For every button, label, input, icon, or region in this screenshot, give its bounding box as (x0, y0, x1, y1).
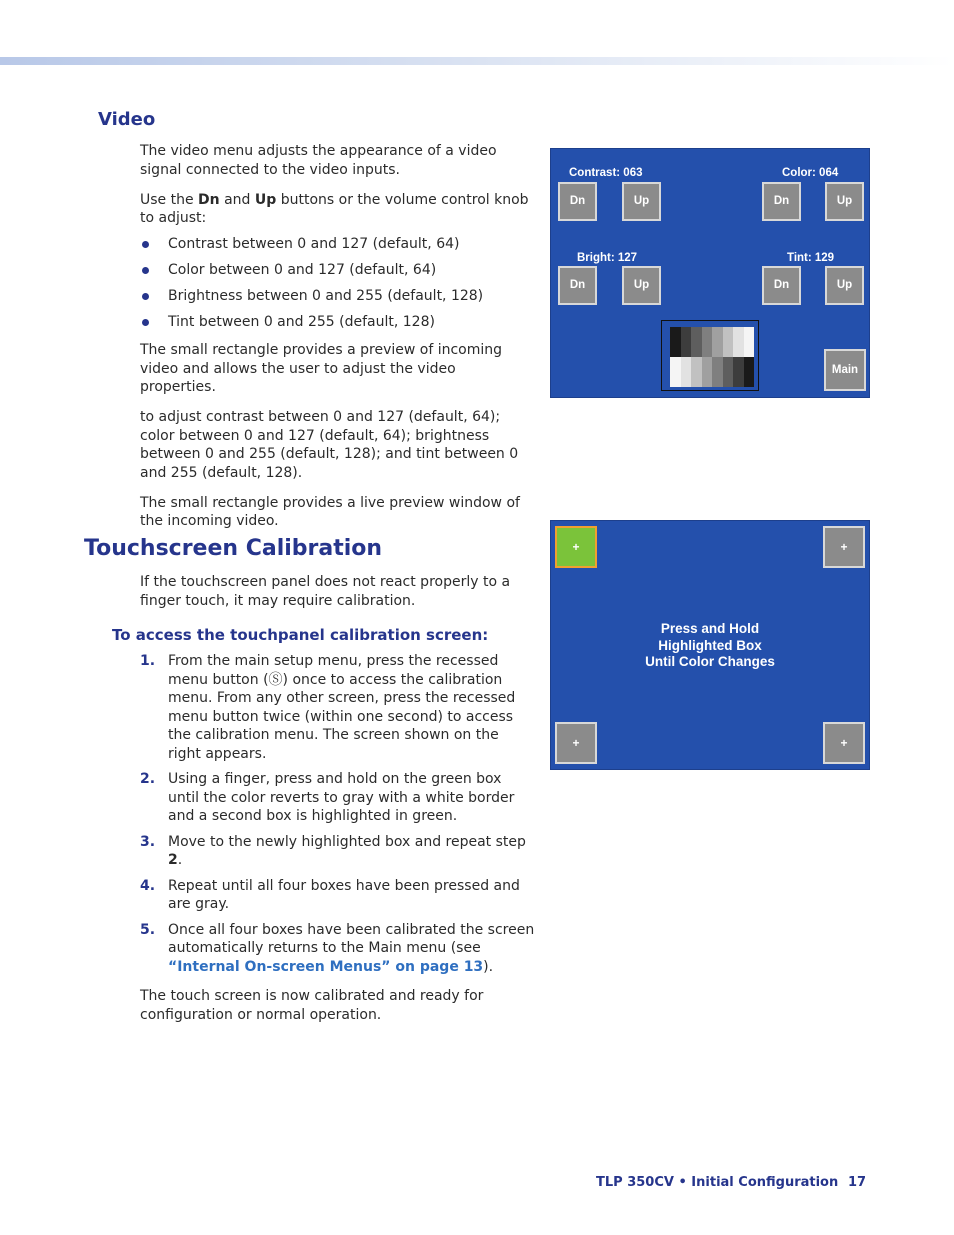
touch-intro: If the touchscreen panel does not react properly to a finger touch, it may require calibration. (140, 574, 511, 609)
grayscale-bar (733, 357, 744, 387)
tint-up-button[interactable]: Up (825, 266, 864, 305)
header-gradient-bar (0, 57, 954, 65)
color-up-button[interactable]: Up (825, 182, 864, 221)
footer-title: TLP 350CV • Initial Configuration (596, 1175, 839, 1190)
touchscreen-calibration-heading: Touchscreen Calibration (84, 536, 383, 561)
list-item: 4. Repeat until all four boxes have been pressed and are gray. (140, 877, 520, 912)
list-item: Brightness between 0 and 255 (default, 128) (140, 287, 535, 306)
contrast-label: Contrast: 063 (569, 167, 643, 179)
grayscale-bar (681, 357, 692, 387)
calibration-steps (140, 652, 535, 1024)
video-bullets (140, 235, 535, 332)
grayscale-test-pattern (670, 327, 754, 387)
tint-label: Tint: 129 (787, 252, 835, 264)
page-number: 17 (848, 1175, 867, 1190)
grayscale-bar (670, 357, 681, 387)
calibration-screen (550, 520, 870, 770)
video-preview-window (661, 320, 759, 391)
list-item: Contrast between 0 and 127 (default, 64) (140, 235, 535, 254)
grayscale-bar (744, 327, 755, 357)
list-item: Tint between 0 and 255 (default, 128) (140, 313, 535, 332)
video-menu-screen (550, 148, 870, 398)
internal-menus-link[interactable]: “Internal On-screen Menus” on page 13 (168, 958, 484, 975)
video-intro: The video menu adjusts the appearance of a video signal connected to the video inputs. (140, 143, 497, 178)
grayscale-bar (733, 327, 744, 357)
video-usage: Use the Dn and Up buttons or the volume control knob to adjust: (140, 191, 529, 226)
grayscale-bar (670, 327, 681, 357)
grayscale-bar (712, 327, 723, 357)
list-item: 3. Move to the newly highlighted box and repeat step 2. (140, 833, 526, 868)
grayscale-bar (723, 327, 734, 357)
grayscale-bar (712, 357, 723, 387)
calibration-complete-note: The touch screen is now calibrated and ready for configuration or normal operation. (140, 988, 484, 1023)
grayscale-row-top (670, 327, 754, 357)
calibration-target-top-right[interactable]: + (823, 526, 865, 568)
grayscale-row-bottom (670, 357, 754, 387)
list-item: Color between 0 and 127 (default, 64) (140, 261, 535, 280)
contrast-dn-button[interactable]: Dn (558, 182, 597, 221)
list-item: 2. Using a finger, press and hold on the green box until the color reverts to gray with a white border and a second box is highlighted in green. (140, 771, 515, 824)
color-label: Color: 064 (782, 167, 839, 179)
video-body (140, 142, 535, 531)
grayscale-bar (702, 357, 713, 387)
up-term: Up (254, 191, 277, 208)
calibration-target-top-left[interactable]: + (555, 526, 597, 568)
calibration-instructions: Press and Hold Highlighted Box Until Color Changes (645, 621, 775, 669)
grayscale-bar (744, 357, 755, 387)
color-dn-button[interactable]: Dn (762, 182, 801, 221)
calibration-subheading: To access the touchpanel calibration screen: (112, 626, 489, 644)
video-live-preview-note: The small rectangle provides a live preview window of the incoming video. (140, 494, 520, 529)
dn-term: Dn (198, 191, 220, 208)
video-preview-note: The small rectangle provides a preview of incoming video and allows the user to adjust the video properties. (140, 342, 503, 395)
grayscale-bar (691, 327, 702, 357)
grayscale-bar (702, 327, 713, 357)
grayscale-bar (723, 357, 734, 387)
main-button[interactable]: Main (824, 349, 866, 391)
calibration-target-bottom-right[interactable]: + (823, 722, 865, 764)
tint-dn-button[interactable]: Dn (762, 266, 801, 305)
bright-label: Bright: 127 (577, 252, 638, 264)
bright-dn-button[interactable]: Dn (558, 266, 597, 305)
bright-up-button[interactable]: Up (622, 266, 661, 305)
video-heading: Video (98, 109, 156, 130)
list-item: 5. Once all four boxes have been calibrated the screen automatically returns to the Main menu (see “Internal On-screen Menus” on page 13). (140, 921, 535, 975)
contrast-up-button[interactable]: Up (622, 182, 661, 221)
grayscale-bar (691, 357, 702, 387)
grayscale-bar (681, 327, 692, 357)
list-item: 1. From the main setup menu, press the recessed menu button (Ⓢ) once to access the calibration menu. From any other screen, press the recessed menu button twice (within one second) to access the calibration menu. The screen shown on the right appears. (140, 653, 516, 762)
calibration-target-bottom-left[interactable]: + (555, 722, 597, 764)
video-adjust-note: to adjust contrast between 0 and 127 (default, 64); color between 0 and 127 (default, 64); brightness between 0 and 255 (default, 128); and tint between 0 and 255 (default, 128). (140, 409, 519, 481)
